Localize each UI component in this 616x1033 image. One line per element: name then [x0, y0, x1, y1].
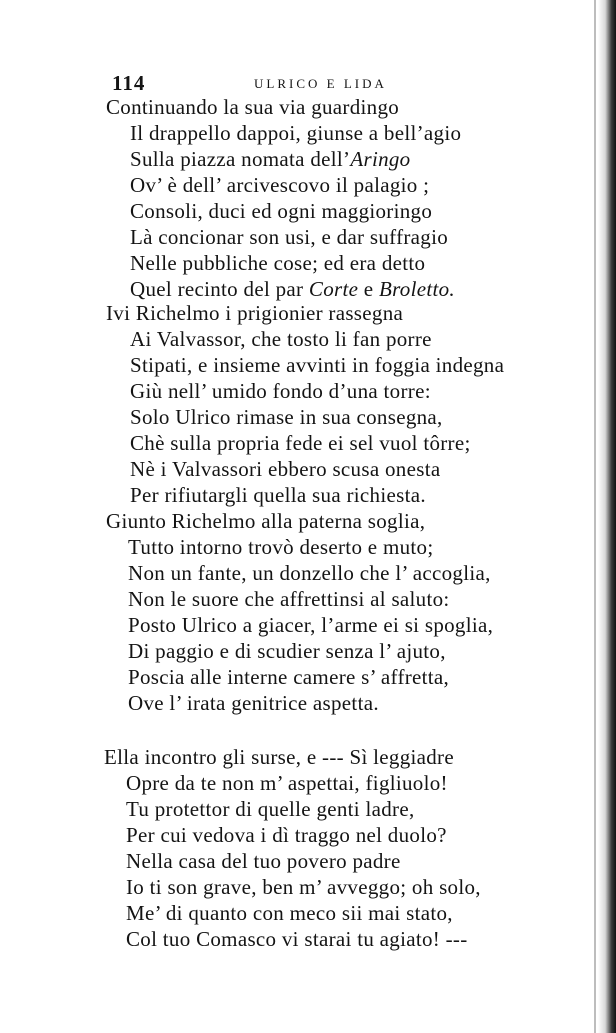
verse-line: Solo Ulrico rimase in sua consegna, — [130, 405, 443, 429]
verse-line: Non un fante, un donzello che l’ accoglia, — [128, 561, 491, 585]
verse-line: Nelle pubbliche cose; ed era detto — [130, 251, 426, 275]
verse-line: Ella incontro gli surse, e --- Sì leggiadre — [104, 745, 454, 769]
verse-line: Tutto intorno trovò deserto e muto; — [128, 535, 434, 559]
verse-line: Me’ di quanto con meco sii mai stato, — [126, 901, 453, 925]
verse-line: Nè i Valvassori ebbero scusa onesta — [130, 457, 441, 481]
page-header — [112, 72, 552, 94]
verse-line: Là concionar son usi, e dar suffragio — [130, 225, 449, 249]
verse-line: Ai Valvassor, che tosto li fan porre — [130, 327, 432, 351]
page-edge-shadow — [598, 0, 616, 1033]
verse-line: Per cui vedova i dì traggo nel duolo? — [126, 823, 447, 847]
verse-line: Opre da te non m’ aspettai, figliuolo! — [126, 771, 448, 795]
verse-line: Giunto Richelmo alla paterna soglia, — [106, 509, 426, 533]
verse-line: Col tuo Comasco vi starai tu agiato! --- — [126, 927, 468, 951]
verse-line: Ove l’ irata genitrice aspetta. — [128, 691, 379, 715]
verse-line: Tu protettor di quelle genti ladre, — [126, 797, 415, 821]
verse-line: Poscia alle interne camere s’ affretta, — [128, 665, 450, 689]
verse-line: Nella casa del tuo povero padre — [126, 849, 401, 873]
verse-line: Chè sulla propria fede ei sel vuol tôrre; — [130, 431, 471, 455]
verse-line: Sulla piazza nomata dell’Aringo — [130, 147, 411, 171]
verse-line: Ov’ è dell’ arcivescovo il palagio ; — [130, 173, 430, 197]
verse-line: Io ti son grave, ben m’ avveggo; oh solo, — [126, 875, 481, 899]
verse-line: Ivi Richelmo i prigionier rassegna — [106, 301, 404, 325]
verse-line: Stipati, e insieme avvinti in foggia indegna — [130, 353, 505, 377]
verse-line: Giù nell’ umido fondo d’una torre: — [130, 379, 431, 403]
verse-line: Il drappello dappoi, giunse a bell’agio — [130, 121, 462, 145]
verse-line: Quel recinto del par Corte e Broletto. — [130, 277, 455, 301]
page-number: 114 — [112, 71, 146, 95]
page-gutter-line — [594, 0, 596, 1033]
verse-line: Posto Ulrico a giacer, l’arme ei si spoglia, — [128, 613, 494, 637]
verse-line: Consoli, duci ed ogni maggioringo — [130, 199, 433, 223]
verse-line: Non le suore che affrettinsi al saluto: — [128, 587, 450, 611]
verse-line: Di paggio e di scudier senza l’ ajuto, — [128, 639, 446, 663]
running-title: ULRICO E LIDA — [254, 76, 387, 91]
verse-line: Continuando la sua via guardingo — [106, 95, 400, 119]
verse-line: Per rifiutargli quella sua richiesta. — [130, 483, 426, 507]
